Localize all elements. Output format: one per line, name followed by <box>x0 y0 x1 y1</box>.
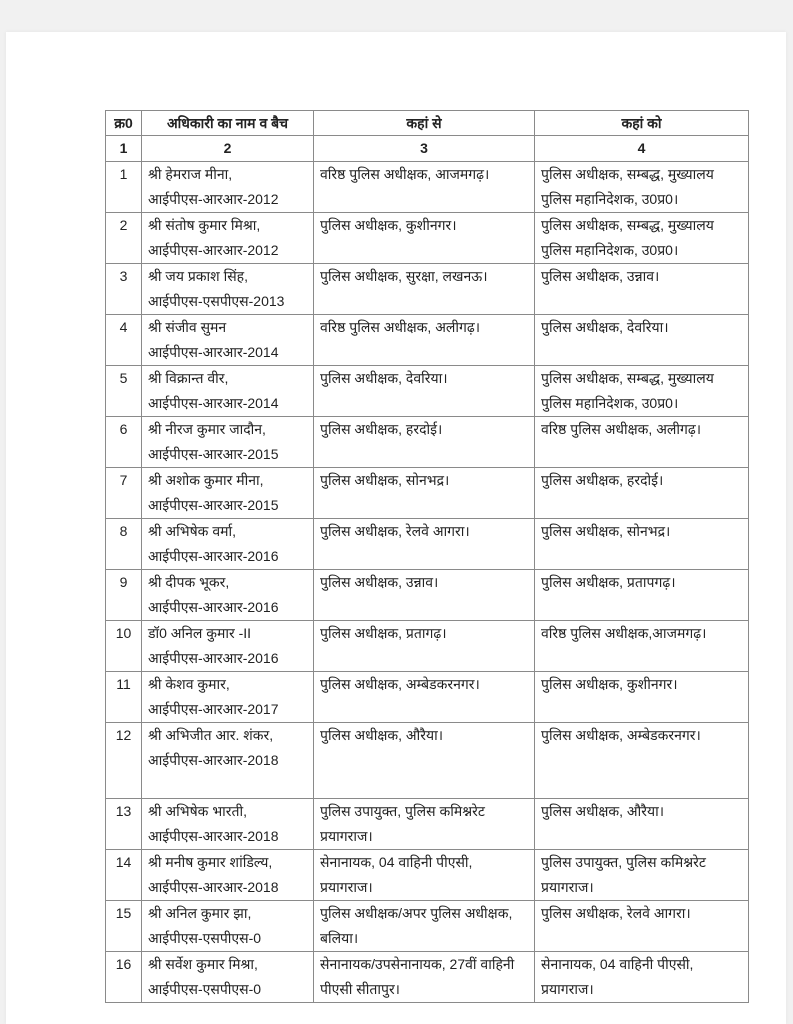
officer-name: श्री अनिल कुमार झा, <box>148 905 252 921</box>
serial-number: 13 <box>115 803 132 819</box>
officer-cell <box>142 672 314 723</box>
officer-batch: आईपीएस-आरआर-2014 <box>148 395 279 411</box>
to-posting-cell <box>535 672 749 723</box>
serial-number: 14 <box>115 854 132 870</box>
officer-batch: आईपीएस-एसपीएस-2013 <box>148 293 285 309</box>
serial-number-cell <box>106 799 142 850</box>
table-row <box>106 723 749 799</box>
from-posting-line: पुलिस अधीक्षक, अम्बेडकरनगर। <box>320 676 480 692</box>
to-posting-line: पुलिस अधीक्षक, कुशीनगर। <box>541 676 678 692</box>
from-posting-line: वरिष्ठ पुलिस अधीक्षक, आजमगढ़। <box>320 166 490 182</box>
to-posting-cell <box>535 264 749 315</box>
officer-batch: आईपीएस-आरआर-2018 <box>148 828 279 844</box>
from-posting-cell <box>314 213 535 264</box>
to-posting-line: वरिष्ठ पुलिस अधीक्षक,आजमगढ़। <box>541 625 707 641</box>
officer-batch: आईपीएस-एसपीएस-0 <box>148 930 262 946</box>
officer-name: श्री संजीव सुमन <box>148 319 227 335</box>
from-posting-cell <box>314 264 535 315</box>
column-number: 2 <box>142 136 314 162</box>
header-officer-name-batch: अधिकारी का नाम व बैच <box>142 111 314 136</box>
serial-number-cell <box>106 519 142 570</box>
serial-number: 9 <box>119 574 128 590</box>
officer-cell <box>142 315 314 366</box>
serial-number-cell <box>106 417 142 468</box>
from-posting-line: पुलिस अधीक्षक/अपर पुलिस अधीक्षक, <box>320 905 513 921</box>
table-row <box>106 621 749 672</box>
officer-cell <box>142 901 314 952</box>
officer-batch: आईपीएस-आरआर-2014 <box>148 344 279 360</box>
officer-cell <box>142 723 314 799</box>
table-header-row <box>106 111 749 136</box>
officer-cell <box>142 468 314 519</box>
from-posting-line: वरिष्ठ पुलिस अधीक्षक, अलीगढ़। <box>320 319 481 335</box>
to-posting-line: पुलिस अधीक्षक, प्रतापगढ़। <box>541 574 676 590</box>
document-page <box>6 32 786 1024</box>
to-posting-line: पुलिस अधीक्षक, सम्बद्ध, मुख्यालय <box>541 370 714 386</box>
column-number: 1 <box>106 136 142 162</box>
officer-name: श्री मनीष कुमार शांडिल्य, <box>148 854 273 870</box>
table-row <box>106 672 749 723</box>
from-posting-cell <box>314 723 535 799</box>
officer-name: श्री नीरज कुमार जादौन, <box>148 421 266 437</box>
to-posting-cell <box>535 417 749 468</box>
from-posting-cell <box>314 621 535 672</box>
to-posting-line: पुलिस उपायुक्त, पुलिस कमिश्नरेट <box>541 854 706 870</box>
officer-cell <box>142 570 314 621</box>
to-posting-line: पुलिस अधीक्षक, सम्बद्ध, मुख्यालय <box>541 166 714 182</box>
from-posting-line: पुलिस अधीक्षक, देवरिया। <box>320 370 448 386</box>
to-posting-line: सेनानायक, 04 वाहिनी पीएसी, <box>541 956 694 972</box>
officer-cell <box>142 850 314 901</box>
to-posting-cell <box>535 315 749 366</box>
from-posting-cell <box>314 799 535 850</box>
table-row <box>106 519 749 570</box>
officer-name: श्री संतोष कुमार मिश्रा, <box>148 217 261 233</box>
to-posting-cell <box>535 901 749 952</box>
from-posting-line: पुलिस अधीक्षक, प्रतागढ़। <box>320 625 447 641</box>
table-row <box>106 468 749 519</box>
serial-number: 2 <box>119 217 128 233</box>
officer-name: श्री हेमराज मीना, <box>148 166 233 182</box>
to-posting-line: पुलिस अधीक्षक, सोनभद्र। <box>541 523 671 539</box>
serial-number: 16 <box>115 956 132 972</box>
officer-batch: आईपीएस-आरआर-2016 <box>148 548 279 564</box>
to-posting-cell <box>535 799 749 850</box>
table-row <box>106 799 749 850</box>
table-row <box>106 850 749 901</box>
from-posting-cell <box>314 417 535 468</box>
from-posting-cell <box>314 901 535 952</box>
to-posting-line: पुलिस अधीक्षक, अम्बेडकरनगर। <box>541 727 701 743</box>
officer-batch: आईपीएस-आरआर-2012 <box>148 191 279 207</box>
to-posting-line: पुलिस अधीक्षक, देवरिया। <box>541 319 669 335</box>
to-posting-line: पुलिस अधीक्षक, सम्बद्ध, मुख्यालय <box>541 217 714 233</box>
serial-number: 10 <box>115 625 132 641</box>
to-posting-cell <box>535 850 749 901</box>
to-posting-line: पुलिस महानिदेशक, उ0प्र0। <box>541 395 679 411</box>
officer-batch: आईपीएस-आरआर-2015 <box>148 497 279 513</box>
to-posting-line: पुलिस अधीक्षक, औरैया। <box>541 803 665 819</box>
officer-batch: आईपीएस-आरआर-2012 <box>148 242 279 258</box>
officer-name: श्री अशोक कुमार मीना, <box>148 472 264 488</box>
serial-number-cell <box>106 213 142 264</box>
officer-cell <box>142 366 314 417</box>
from-posting-line: सेनानायक, 04 वाहिनी पीएसी, <box>320 854 473 870</box>
officer-cell <box>142 213 314 264</box>
table-row <box>106 570 749 621</box>
from-posting-cell <box>314 366 535 417</box>
to-posting-cell <box>535 519 749 570</box>
serial-number: 6 <box>119 421 128 437</box>
officer-name: डॉ0 अनिल कुमार -II <box>148 625 252 641</box>
from-posting-cell <box>314 519 535 570</box>
serial-number: 12 <box>115 727 132 743</box>
from-posting-cell <box>314 315 535 366</box>
table-row <box>106 315 749 366</box>
officer-batch: आईपीएस-आरआर-2017 <box>148 701 279 717</box>
column-number: 3 <box>314 136 535 162</box>
to-posting-line: प्रयागराज। <box>541 879 594 895</box>
from-posting-line: पुलिस अधीक्षक, औरैया। <box>320 727 444 743</box>
table-row <box>106 952 749 1003</box>
table-row <box>106 417 749 468</box>
officer-name: श्री दीपक भूकर, <box>148 574 230 590</box>
from-posting-cell <box>314 850 535 901</box>
from-posting-line: पुलिस उपायुक्त, पुलिस कमिश्नरेट <box>320 803 485 819</box>
from-posting-cell <box>314 952 535 1003</box>
serial-number-cell <box>106 264 142 315</box>
serial-number: 3 <box>119 268 128 284</box>
to-posting-line: पुलिस महानिदेशक, उ0प्र0। <box>541 191 679 207</box>
column-number-row <box>106 136 749 162</box>
officer-name: श्री केशव कुमार, <box>148 676 230 692</box>
table-row <box>106 366 749 417</box>
officer-batch: आईपीएस-आरआर-2016 <box>148 650 279 666</box>
to-posting-line: प्रयागराज। <box>541 981 594 997</box>
serial-number-cell <box>106 621 142 672</box>
to-posting-line: पुलिस अधीक्षक, उन्नाव। <box>541 268 660 284</box>
to-posting-cell <box>535 162 749 213</box>
from-posting-line: सेनानायक/उपसेनानायक, 27वीं वाहिनी <box>320 956 515 972</box>
header-from: कहां से <box>314 111 535 136</box>
to-posting-cell <box>535 621 749 672</box>
officer-batch: आईपीएस-आरआर-2016 <box>148 599 279 615</box>
officer-batch: आईपीएस-आरआर-2015 <box>148 446 279 462</box>
table-row <box>106 264 749 315</box>
to-posting-cell <box>535 213 749 264</box>
from-posting-line: पुलिस अधीक्षक, कुशीनगर। <box>320 217 457 233</box>
serial-number-cell <box>106 570 142 621</box>
serial-number: 4 <box>119 319 128 335</box>
from-posting-cell <box>314 468 535 519</box>
transfer-list-table <box>105 110 749 1003</box>
to-posting-cell <box>535 570 749 621</box>
header-to: कहां को <box>535 111 749 136</box>
from-posting-cell <box>314 570 535 621</box>
officer-name: श्री सर्वेश कुमार मिश्रा, <box>148 956 258 972</box>
serial-number: 1 <box>119 166 128 182</box>
officer-cell <box>142 952 314 1003</box>
officer-name: श्री अभिषेक भारती, <box>148 803 248 819</box>
serial-number: 15 <box>115 905 132 921</box>
to-posting-cell <box>535 366 749 417</box>
from-posting-line: प्रयागराज। <box>320 879 373 895</box>
officer-cell <box>142 264 314 315</box>
to-posting-line: वरिष्ठ पुलिस अधीक्षक, अलीगढ़। <box>541 421 702 437</box>
from-posting-line: पुलिस अधीक्षक, सुरक्षा, लखनऊ। <box>320 268 488 284</box>
to-posting-cell <box>535 468 749 519</box>
table-row <box>106 162 749 213</box>
table-row <box>106 901 749 952</box>
officer-cell <box>142 799 314 850</box>
officer-name: श्री अभिजीत आर. शंकर, <box>148 727 274 743</box>
from-posting-line: पुलिस अधीक्षक, हरदोई। <box>320 421 443 437</box>
officer-cell <box>142 621 314 672</box>
officer-name: श्री विक्रान्त वीर, <box>148 370 229 386</box>
officer-cell <box>142 417 314 468</box>
from-posting-line: बलिया। <box>320 930 359 946</box>
serial-number: 5 <box>119 370 128 386</box>
from-posting-cell <box>314 162 535 213</box>
from-posting-line: पुलिस अधीक्षक, सोनभद्र। <box>320 472 450 488</box>
column-number: 4 <box>535 136 749 162</box>
to-posting-line: पुलिस महानिदेशक, उ0प्र0। <box>541 242 679 258</box>
serial-number-cell <box>106 723 142 799</box>
serial-number-cell <box>106 315 142 366</box>
serial-number-cell <box>106 672 142 723</box>
serial-number-cell <box>106 366 142 417</box>
officer-name: श्री जय प्रकाश सिंह, <box>148 268 248 284</box>
table-row <box>106 213 749 264</box>
from-posting-line: पीएसी सीतापुर। <box>320 981 400 997</box>
officer-batch: आईपीएस-आरआर-2018 <box>148 879 279 895</box>
to-posting-line: पुलिस अधीक्षक, हरदोई। <box>541 472 664 488</box>
serial-number-cell <box>106 901 142 952</box>
serial-number-cell <box>106 162 142 213</box>
serial-number: 7 <box>119 472 128 488</box>
serial-number: 11 <box>116 676 131 692</box>
serial-number-cell <box>106 468 142 519</box>
to-posting-line: पुलिस अधीक्षक, रेलवे आगरा। <box>541 905 691 921</box>
to-posting-cell <box>535 723 749 799</box>
officer-batch: आईपीएस-एसपीएस-0 <box>148 981 262 997</box>
officer-cell <box>142 162 314 213</box>
from-posting-cell <box>314 672 535 723</box>
serial-number-cell <box>106 850 142 901</box>
from-posting-line: पुलिस अधीक्षक, रेलवे आगरा। <box>320 523 470 539</box>
from-posting-line: प्रयागराज। <box>320 828 373 844</box>
officer-cell <box>142 519 314 570</box>
officer-name: श्री अभिषेक वर्मा, <box>148 523 236 539</box>
officer-batch: आईपीएस-आरआर-2018 <box>148 752 279 768</box>
from-posting-line: पुलिस अधीक्षक, उन्नाव। <box>320 574 439 590</box>
to-posting-cell <box>535 952 749 1003</box>
serial-number: 8 <box>119 523 128 539</box>
serial-number-cell <box>106 952 142 1003</box>
header-serial-number: क्र0 <box>106 111 142 136</box>
